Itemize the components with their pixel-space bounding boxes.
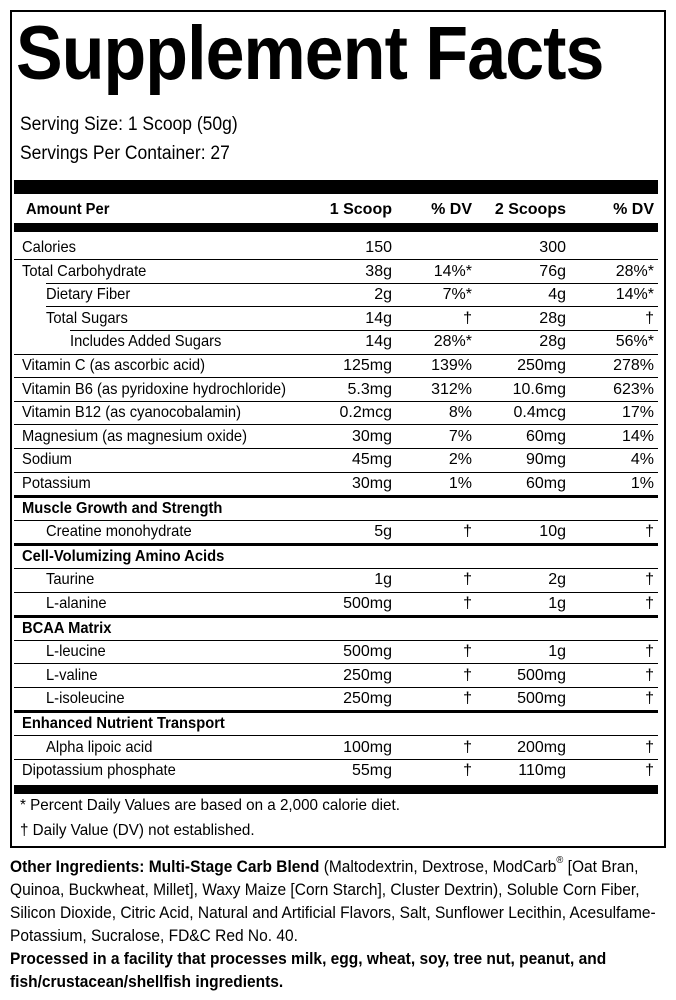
other-ingredients-text: [10, 856, 659, 948]
amount-one-scoop: 38g: [365, 262, 392, 280]
nutrient-name: Potassium: [22, 475, 91, 492]
header-dv-one: % DV: [431, 201, 472, 218]
amount-one-scoop: 55mg: [351, 762, 392, 780]
nutrient-row: [14, 592, 658, 615]
table-header: [14, 198, 658, 221]
nutrient-name: Calories: [22, 239, 76, 256]
nutrient-name: Total Sugars: [46, 309, 128, 327]
nutrient-row: [14, 736, 658, 759]
nutrient-row: [14, 283, 658, 306]
dv-one-scoop: †: [463, 762, 472, 780]
dv-two-scoops: †: [645, 643, 654, 661]
dv-two-scoops: 17%: [621, 404, 654, 422]
footnote-dv-not-established: † Daily Value (DV) not established.: [20, 822, 255, 839]
amount-two-scoops: 0.4mcg: [513, 404, 566, 422]
dv-one-scoop: 8%: [448, 404, 472, 422]
nutrient-row: [14, 307, 658, 330]
amount-two-scoops: 60mg: [525, 475, 566, 492]
nutrient-row: [14, 520, 658, 543]
amount-two-scoops: 10.6mg: [512, 380, 566, 398]
nutrient-name: Sodium: [22, 451, 72, 469]
nutrient-name: Total Carbohydrate: [22, 262, 147, 280]
other-ingredients: [10, 856, 659, 994]
section-heading: [14, 712, 658, 735]
dv-two-scoops: 14%: [621, 427, 654, 445]
amount-one-scoop: 125mg: [343, 357, 392, 374]
dv-two-scoops: 14%*: [615, 286, 654, 304]
nutrient-row: [14, 378, 658, 401]
dv-two-scoops: 4%: [630, 451, 654, 469]
dv-two-scoops: †: [645, 666, 654, 684]
amount-two-scoops: 110mg: [518, 762, 566, 780]
dv-one-scoop: 14%*: [433, 262, 472, 280]
amount-one-scoop: 14g: [365, 333, 392, 351]
amount-one-scoop: 500mg: [343, 595, 392, 612]
amount-one-scoop: 45mg: [351, 451, 392, 469]
amount-two-scoops: 2g: [548, 571, 566, 589]
amount-one-scoop: 150: [365, 239, 392, 256]
dv-one-scoop: 2%: [448, 451, 472, 469]
dv-two-scoops: †: [645, 523, 654, 541]
section-heading: [14, 497, 658, 520]
nutrient-name: L-valine: [46, 666, 98, 684]
nutrient-name: Alpha lipoic acid: [46, 738, 153, 756]
dv-two-scoops: 1%: [630, 475, 654, 492]
blend-text-part1: (Maltodextrin, Dextrose, ModCarb: [323, 858, 557, 876]
dv-one-scoop: †: [463, 523, 472, 541]
amount-two-scoops: 500mg: [517, 666, 566, 684]
amount-one-scoop: 500mg: [343, 643, 392, 661]
amount-one-scoop: 30mg: [351, 475, 392, 492]
nutrient-row: [14, 354, 658, 377]
nutrient-name: Taurine: [46, 571, 95, 589]
nutrient-name: L-alanine: [46, 595, 107, 612]
nutrient-row: [14, 401, 658, 424]
dv-two-scoops: †: [645, 762, 654, 780]
nutrient-row: [14, 687, 658, 710]
section-title: Enhanced Nutrient Transport: [22, 715, 225, 732]
section-title: BCAA Matrix: [22, 619, 112, 637]
dv-two-scoops: †: [645, 571, 654, 589]
dv-one-scoop: †: [463, 571, 472, 589]
other-ingredients-label: Other Ingredients:: [10, 858, 145, 876]
amount-one-scoop: 5.3mg: [347, 380, 392, 398]
allergen-text: Processed in a facility that processes milk, egg, wheat, soy, tree nut, peanut, and fish/crustacean/shellfish ingredients.: [10, 950, 607, 991]
dv-one-scoop: 28%*: [433, 333, 472, 351]
nutrient-row: [14, 568, 658, 591]
nutrient-name: L-isoleucine: [46, 690, 125, 708]
dv-two-scoops: †: [645, 595, 654, 612]
amount-two-scoops: 28g: [539, 333, 566, 351]
dv-two-scoops: †: [645, 690, 654, 708]
amount-one-scoop: 100mg: [343, 738, 392, 756]
dv-one-scoop: 7%: [448, 427, 472, 445]
nutrient-row: [14, 448, 658, 471]
amount-two-scoops: 90mg: [525, 451, 566, 469]
nutrient-name: Vitamin B12 (as cyanocobalamin): [22, 404, 242, 422]
nutrient-row: [14, 664, 658, 687]
amount-one-scoop: 5g: [374, 523, 392, 541]
nutrient-row: [14, 330, 658, 353]
nutrient-name: Vitamin C (as ascorbic acid): [22, 357, 205, 374]
nutrient-row: [14, 425, 658, 448]
dv-one-scoop: 139%: [431, 357, 472, 374]
dv-one-scoop: †: [463, 595, 472, 612]
amount-one-scoop: 250mg: [343, 666, 392, 684]
nutrient-row: [14, 640, 658, 663]
nutrient-name: Dietary Fiber: [46, 286, 131, 304]
dv-two-scoops: 28%*: [615, 262, 654, 280]
nutrient-name: Creatine monohydrate: [46, 523, 192, 541]
amount-two-scoops: 300: [539, 239, 566, 256]
nutrient-row: [14, 260, 658, 283]
servings-per-container: Servings Per Container: 27: [20, 143, 230, 164]
amount-two-scoops: 1g: [548, 595, 566, 612]
section-heading: [14, 545, 658, 568]
blend-text-part2: [Oat Bran, Quinoa, Buckwheat, Millet], Waxy Maize [Corn Starch], Cluster Dextrin), Soluble Corn Fiber, Silicon Dioxide, Citric Acid, Natural and Artificial Flavors, Salt, Sunflower Lecithin, Acesulfame-Potassium, Sucralose, FD&C Red No. 40.: [10, 858, 656, 945]
nutrient-name: Includes Added Sugars: [70, 333, 222, 351]
nutrient-name: L-leucine: [46, 643, 106, 661]
dv-one-scoop: 7%*: [442, 286, 472, 304]
amount-two-scoops: 4g: [548, 286, 566, 304]
amount-two-scoops: 10g: [539, 523, 566, 541]
amount-one-scoop: 1g: [374, 571, 392, 589]
dv-one-scoop: †: [463, 666, 472, 684]
amount-two-scoops: 60mg: [525, 427, 566, 445]
amount-one-scoop: 14g: [365, 309, 392, 327]
nutrient-name: Dipotassium phosphate: [22, 762, 176, 780]
header-one-scoop: 1 Scoop: [329, 201, 392, 218]
panel-title: Supplement Facts: [16, 11, 604, 96]
section-heading: [14, 617, 658, 640]
allergen-statement: [10, 948, 659, 994]
amount-two-scoops: 28g: [539, 309, 566, 327]
nutrient-row: [14, 472, 658, 495]
serving-size: Serving Size: 1 Scoop (50g): [20, 114, 238, 135]
dv-one-scoop: †: [463, 309, 472, 327]
dv-two-scoops: 623%: [613, 380, 654, 398]
section-title: Cell-Volumizing Amino Acids: [22, 547, 225, 565]
dv-two-scoops: †: [645, 738, 654, 756]
footnote-percent-dv: * Percent Daily Values are based on a 2,000 calorie diet.: [20, 797, 400, 814]
dv-one-scoop: †: [463, 738, 472, 756]
section-title: Muscle Growth and Strength: [22, 499, 223, 517]
amount-one-scoop: 30mg: [351, 427, 392, 445]
dv-one-scoop: †: [463, 643, 472, 661]
thick-divider-header: [14, 223, 658, 232]
nutrient-row: [14, 759, 658, 782]
dv-two-scoops: 56%*: [615, 333, 654, 351]
nutrient-name: Magnesium (as magnesium oxide): [22, 427, 247, 445]
dv-two-scoops: 278%: [613, 357, 654, 374]
amount-one-scoop: 0.2mcg: [339, 404, 392, 422]
header-two-scoops: 2 Scoops: [494, 201, 566, 218]
dv-one-scoop: 1%: [448, 475, 472, 492]
thick-divider-top: [14, 180, 658, 194]
amount-two-scoops: 500mg: [517, 690, 566, 708]
dv-one-scoop: †: [463, 690, 472, 708]
registered-mark: ®: [556, 855, 564, 866]
dv-one-scoop: 312%: [431, 380, 472, 398]
thick-divider-bottom: [14, 785, 658, 794]
header-amount-per: Amount Per: [26, 201, 110, 218]
header-dv-two: % DV: [613, 201, 654, 218]
nutrient-name: Vitamin B6 (as pyridoxine hydrochloride): [22, 380, 286, 398]
amount-two-scoops: 76g: [539, 262, 566, 280]
amount-two-scoops: 250mg: [517, 357, 566, 374]
nutrient-row: [14, 236, 658, 259]
dv-two-scoops: †: [645, 309, 654, 327]
amount-two-scoops: 1g: [548, 643, 566, 661]
amount-one-scoop: 250mg: [343, 690, 392, 708]
amount-two-scoops: 200mg: [517, 738, 566, 756]
amount-one-scoop: 2g: [374, 286, 392, 304]
blend-name: Multi-Stage Carb Blend: [148, 858, 320, 876]
